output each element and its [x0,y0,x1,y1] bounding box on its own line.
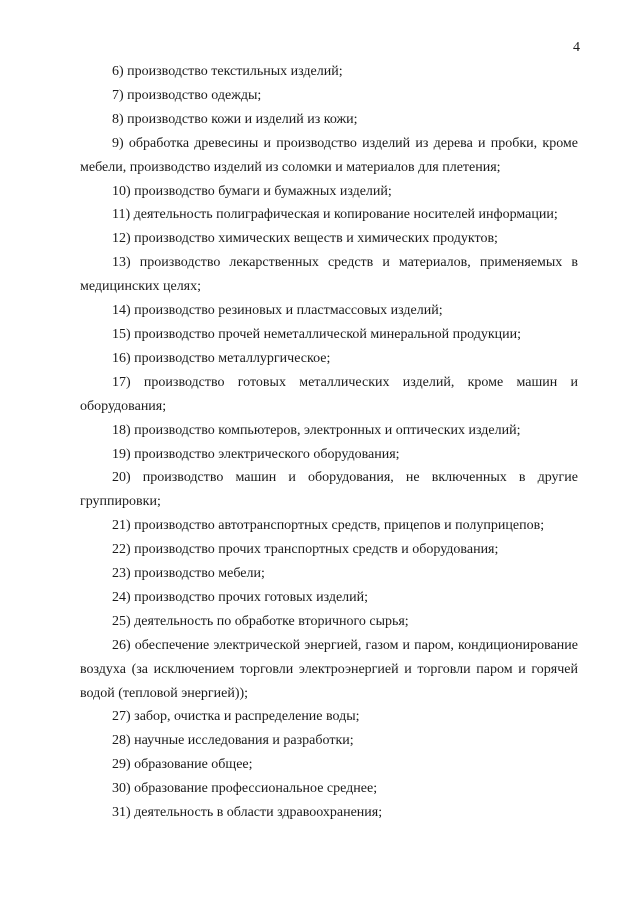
list-item: 27) забор, очистка и распределение воды; [112,709,360,725]
list-item: 31) деятельность в области здравоохранения; [112,805,383,821]
list-item: 7) производство одежды; [112,87,262,103]
list-item: 13) производство лекарственных средств и материалов, применяемых в медицинских целях; [80,255,578,295]
list-item: 26) обеспечение электрической энергией, газом и паром, кондиционирование воздуха (за исключением торговли электроэнергией и торговли паром и горячей водой (тепловой энергией)); [80,637,578,701]
list-item: 14) производство резиновых и пластмассовых изделий; [112,303,443,319]
list-item: 6) производство текстильных изделий; [112,64,343,79]
list-item: 17) производство готовых металлических изделий, кроме машин и оборудования; [80,374,578,414]
list-item: 22) производство прочих транспортных средств и оборудования; [112,542,499,558]
list-item: 12) производство химических веществ и химических продуктов; [112,231,498,247]
list-item: 25) деятельность по обработке вторичного сырья; [112,613,409,629]
list-item: 18) производство компьютеров, электронных и оптических изделий; [112,422,521,438]
list-item: 29) образование общее; [112,757,253,773]
list-item: 24) производство прочих готовых изделий; [112,589,369,605]
list-item: 10) производство бумаги и бумажных изделий; [112,183,392,199]
document-body [80,60,578,825]
list-item: 20) производство машин и оборудования, не включенных в другие группировки; [80,470,578,510]
list-item: 11) деятельность полиграфическая и копирование носителей информации; [112,207,558,223]
list-item: 23) производство мебели; [112,566,265,582]
list-item: 21) производство автотранспортных средств, прицепов и полуприцепов; [112,518,545,534]
page-number: 4 [573,40,580,55]
list-item: 16) производство металлургическое; [112,350,331,366]
list-item: 19) производство электрического оборудования; [112,446,400,462]
list-item: 28) научные исследования и разработки; [112,733,354,749]
list-item: 15) производство прочей неметаллической минеральной продукции; [112,326,522,342]
list-item: 9) обработка древесины и производство изделий из дерева и пробки, кроме мебели, производство изделий из соломки и материалов для плетения; [80,135,578,175]
list-item: 8) производство кожи и изделий из кожи; [112,111,358,127]
list-item: 30) образование профессиональное среднее; [112,781,378,797]
